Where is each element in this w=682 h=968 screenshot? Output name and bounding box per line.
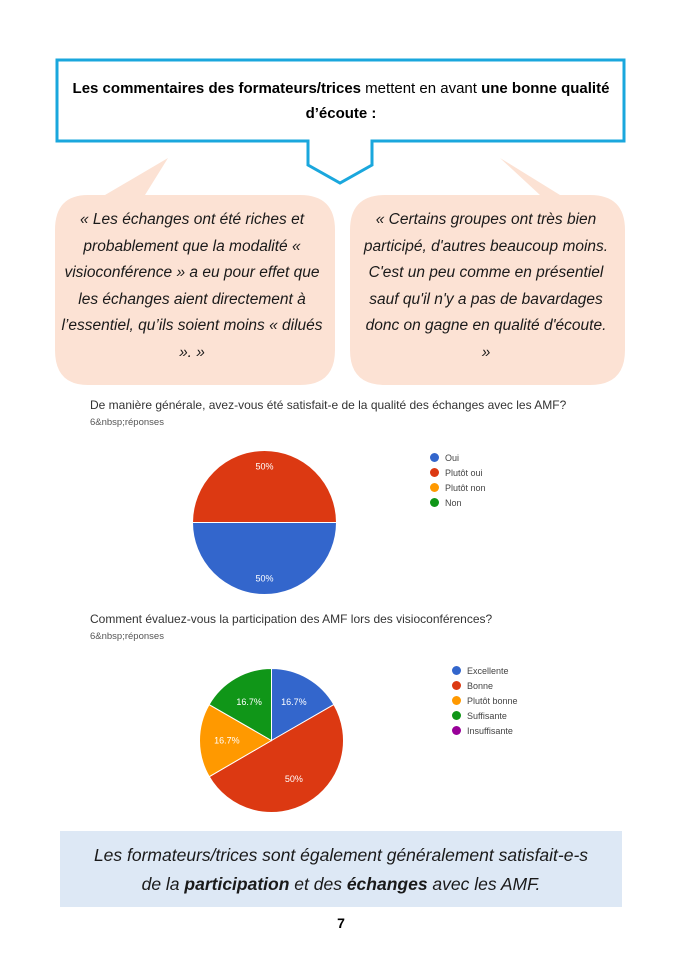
chart2-label-1: 50% bbox=[284, 774, 303, 785]
chart2-legend-swatch bbox=[452, 681, 461, 690]
chart1-legend-item bbox=[430, 450, 486, 465]
chart2-legend-item bbox=[452, 723, 518, 738]
chart2-legend-item bbox=[452, 693, 518, 708]
chart2-legend-label: Excellente bbox=[467, 665, 509, 676]
chart1-legend-label: Plutôt non bbox=[445, 482, 486, 493]
chart1-slice-0 bbox=[193, 523, 337, 595]
chart1-legend-item bbox=[430, 480, 486, 495]
chart2-title: Comment évaluez-vous la participation des AMF lors des visioconférences? bbox=[90, 612, 493, 626]
chart1-pie bbox=[182, 440, 347, 605]
chart2-label-0: 16.7% bbox=[281, 696, 307, 707]
chart1-legend bbox=[430, 450, 486, 510]
chart2-legend-item bbox=[452, 708, 518, 723]
chart2-legend-item bbox=[452, 678, 518, 693]
chart2-label-3: 16.7% bbox=[236, 696, 262, 707]
chart2-legend-label: Bonne bbox=[467, 680, 494, 691]
chart1-legend-swatch bbox=[430, 453, 439, 462]
chart1-title: De manière générale, avez-vous été satisfait-e de la qualité des échanges avec les AMF? bbox=[90, 398, 567, 412]
page-number: 7 bbox=[337, 915, 345, 931]
chart1-subtitle: 6&nbsp;réponses bbox=[90, 417, 164, 428]
chart2-legend-label: Plutôt bonne bbox=[467, 695, 518, 706]
callout-normal: mettent en avant bbox=[361, 80, 482, 97]
callout-bold-1: Les commentaires des formateurs/trices bbox=[72, 80, 362, 97]
conclusion-t2: de la bbox=[141, 874, 185, 894]
conclusion-echanges: échanges bbox=[346, 874, 428, 894]
chart1-legend-swatch bbox=[430, 468, 439, 477]
chart2-pie bbox=[189, 658, 354, 823]
chart2-legend-label: Suffisante bbox=[467, 710, 507, 721]
chart1-label-1: 50% bbox=[255, 461, 274, 472]
chart1-legend-swatch bbox=[430, 483, 439, 492]
chart2-legend-swatch bbox=[452, 711, 461, 720]
conclusion-t4: et des bbox=[289, 874, 347, 894]
chart1-legend-item bbox=[430, 465, 486, 480]
chart1-legend-label: Plutôt oui bbox=[445, 467, 483, 478]
chart1-legend-item bbox=[430, 495, 486, 510]
chart1-label-0: 50% bbox=[255, 573, 274, 584]
chart2-subtitle: 6&nbsp;réponses bbox=[90, 631, 164, 642]
chart2-legend-item bbox=[452, 663, 518, 678]
chart2-legend-swatch bbox=[452, 726, 461, 735]
callout-text bbox=[70, 76, 612, 126]
chart1-legend-swatch bbox=[430, 498, 439, 507]
conclusion-t6: avec les AMF. bbox=[427, 874, 541, 894]
chart2-label-2: 16.7% bbox=[214, 735, 240, 746]
callout-bold-2: une bonne qualité d’écoute : bbox=[305, 80, 610, 122]
conclusion-participation: participation bbox=[184, 874, 290, 894]
quote-right: « Certains groupes ont très bien participé, d'autres beaucoup moins. C'est un peu comme en présentiel sauf qu'il n'y a pas de bavardages donc on gagne en qualité d'écoute. » bbox=[363, 211, 609, 361]
chart2-legend-swatch bbox=[452, 666, 461, 675]
chart2-legend bbox=[452, 663, 518, 738]
chart2-legend-swatch bbox=[452, 696, 461, 705]
chart1-legend-label: Oui bbox=[445, 452, 460, 463]
conclusion-text bbox=[60, 841, 622, 899]
chart1-legend-label: Non bbox=[445, 497, 462, 508]
quote-left: « Les échanges ont été riches et probablement que la modalité « visioconférence » a eu pour effet que les échanges aient directement à l’essentiel, qu’ils soient moins « dilués ». » bbox=[61, 211, 323, 361]
chart2-legend-label: Insuffisante bbox=[467, 725, 513, 736]
conclusion-line1: Les formateurs/trices sont également généralement satisfait-e-s bbox=[93, 845, 589, 865]
